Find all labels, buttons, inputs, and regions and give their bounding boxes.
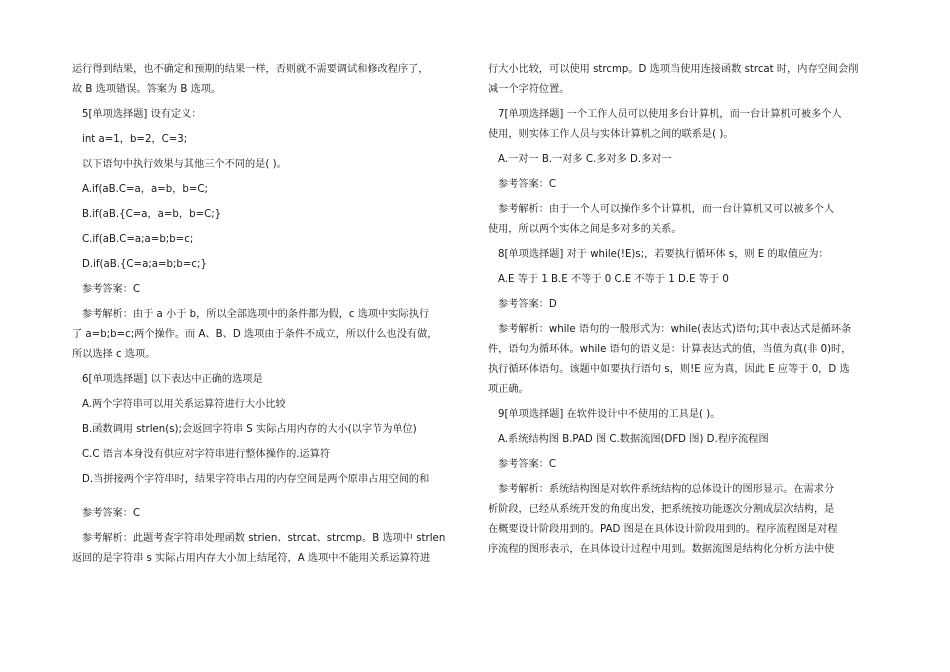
text-line: 参考答案：C: [498, 179, 557, 190]
right-text-column: [488, 62, 886, 567]
text-line: A.一对一 B.一对多 C.多对多 D.多对一: [498, 154, 672, 165]
text-line: 返回的是字符串 s 实际占用内存大小加上结尾符，A 选项中不能用关系运算符进: [72, 553, 431, 564]
text-line: A.两个字符串可以用关系运算符进行大小比较: [82, 399, 286, 410]
text-line: B.函数调用 strlen(s);会返回字符串 S 实际占用内存的大小(以字节为单位): [82, 424, 417, 435]
text-line: 以下语句中执行效果与其他三个不同的是( )。: [82, 159, 287, 170]
text-line: 了 a=b;b=c;两个操作。而 A、B、D 选项由于条件不成立，所以什么也没有做，: [72, 329, 438, 340]
text-line: 参考答案：D: [498, 299, 557, 310]
text-line: 序流程的图形表示，在具体设计过程中用到。数据流图是结构化分析方法中使: [488, 544, 835, 555]
text-line: 项正确。: [488, 384, 529, 395]
text-line: 使用，所以两个实体之间是多对多的关系。: [488, 224, 682, 235]
text-line: 6[单项选择题] 以下表达中正确的选项是: [82, 374, 263, 385]
text-line: 减一个字符位置。: [488, 84, 570, 95]
text-line: B.if(aB.{C=a，a=b，b=C;}: [82, 209, 222, 220]
text-line: A.if(aB.C=a，a=b，b=C;: [82, 184, 208, 195]
text-line: 参考解析：由于一个人可以操作多个计算机，而一台计算机又可以被多个人: [498, 204, 835, 215]
text-line: 所以选择 c 选项。: [72, 349, 156, 360]
text-line: 参考答案：C: [82, 508, 141, 519]
text-line: 7[单项选择题] 一个工作人员可以使用多台计算机，而一台计算机可被多个人: [498, 109, 842, 120]
text-line: 5[单项选择题] 设有定义：: [82, 109, 202, 120]
text-line: 在概要设计阶段用到的。PAD 图是在具体设计阶段用到的。程序流程图是对程: [488, 524, 838, 535]
text-line: 故 B 选项错误。答案为 B 选项。: [72, 84, 222, 95]
text-line: 运行得到结果，也不确定和预期的结果一样，否则就不需要调试和修改程序了，: [72, 64, 429, 75]
text-line: A.E 等于 1 B.E 不等于 0 C.E 不等于 1 D.E 等于 0: [498, 274, 729, 285]
text-line: C.if(aB.C=a;a=b;b=c;: [82, 234, 194, 245]
text-line: A.系统结构图 B.PAD 图 C.数据流图(DFD 图) D.程序流程图: [498, 434, 769, 445]
text-line: 参考解析：系统结构图是对软件系统结构的总体设计的图形显示。在需求分: [498, 484, 835, 495]
text-line: 参考解析：由于 a 小于 b，所以全部选项中的条件都为假，c 选项中实际执行: [82, 309, 430, 320]
text-line: 使用，则实体工作人员与实体计算机之间的联系是( )。: [488, 129, 734, 140]
text-line: 参考答案：C: [498, 459, 557, 470]
text-line: 行大小比较，可以使用 strcmp。D 选项当使用连接函数 strcat 时，内存空间会削: [488, 64, 859, 75]
text-line: C.C 语言本身没有供应对字符串进行整体操作的.运算符: [82, 449, 331, 460]
left-text-column: [72, 62, 472, 576]
text-line: int a=1，b=2，C=3;: [82, 134, 188, 145]
text-line: 参考解析：while 语句的一般形式为：while(表达式)语句;其中表达式是循环条: [498, 324, 852, 335]
text-line: D.当拼接两个字符串时，结果字符串占用的内存空间是两个原串占用空间的和: [82, 474, 430, 485]
text-line: 8[单项选择题] 对于 while(!E)s;，若要执行循环体 s，则 E 的取值应为：: [498, 249, 829, 260]
text-line: 析阶段，已经从系统开发的角度出发，把系统按功能逐次分割成层次结构，是: [488, 504, 835, 515]
text-line: D.if(aB.{C=a;a=b;b=c;}: [82, 259, 207, 270]
text-line: 9[单项选择题] 在软件设计中不使用的工具是( )。: [498, 409, 721, 420]
text-line: 参考答案：C: [82, 284, 141, 295]
text-line: 执行循环体语句。该题中如要执行语句 s，则!E 应为真，因此 E 应等于 0，D 选: [488, 364, 850, 375]
text-line: 参考解析：此题考查字符串处理函数 strien、strcat、strcmp。B 选项中 strlen: [82, 533, 446, 544]
text-line: 件，语句为循环体。while 语句的语义是：计算表达式的值，当值为真(非 0)时，: [488, 344, 852, 355]
